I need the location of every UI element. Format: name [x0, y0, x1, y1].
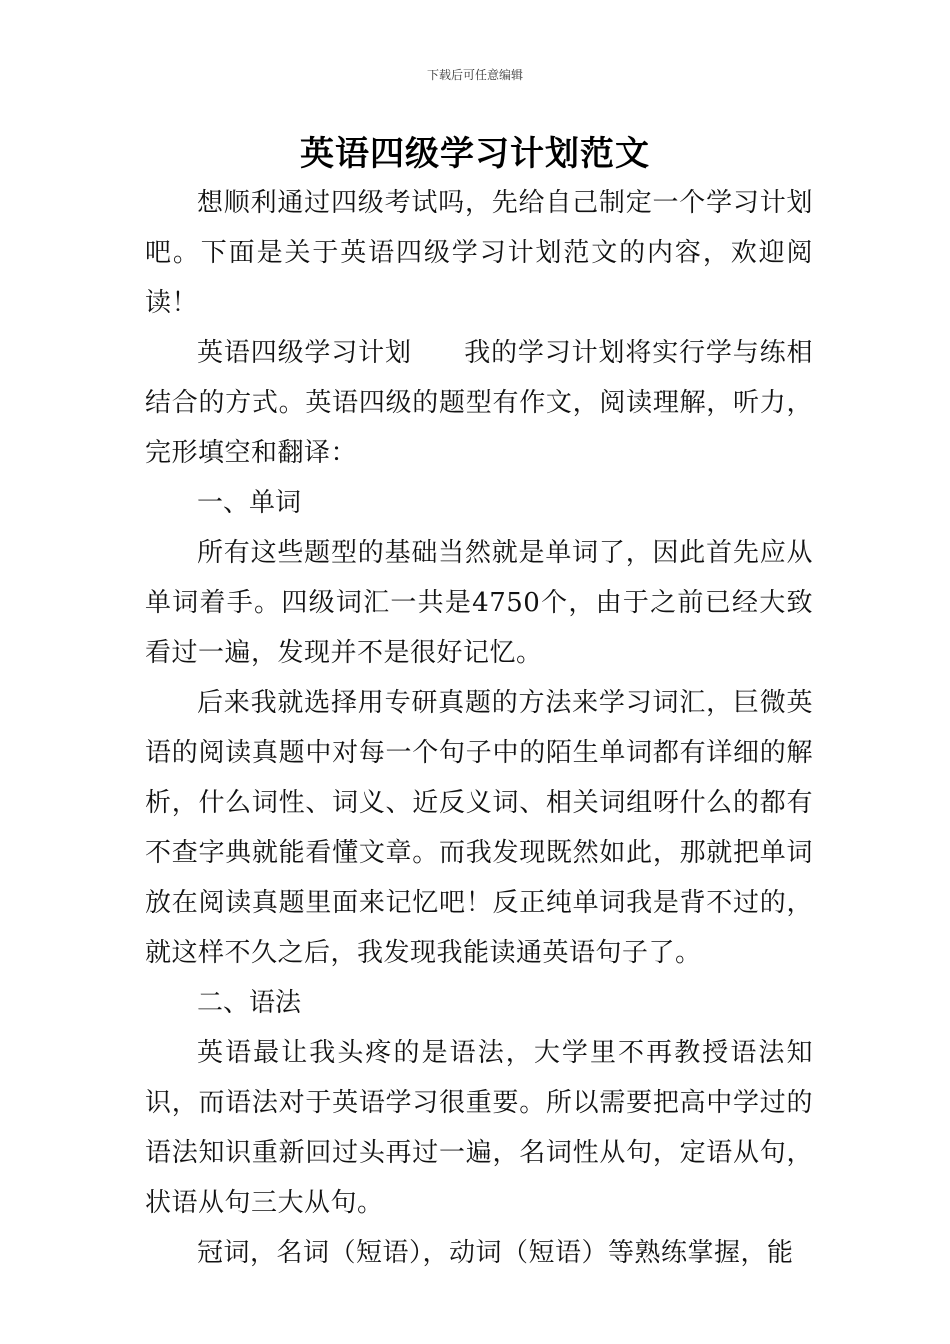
header-note: 下载后可任意编辑	[426, 68, 523, 82]
document-title: 英语四级学习计划范文	[300, 134, 650, 174]
plan-text: 我的学习计划将实行学与练相结合的方式。英语四级的题型有作文，阅读理解，听力，完形填空和翻译：	[145, 338, 813, 468]
paragraph-intro: 想顺利通过四级考试吗，先给自己制定一个学习计划吧。下面是关于英语四级学习计划范文的内容，欢迎阅读！	[145, 188, 813, 318]
section-heading-grammar: 二、语法	[197, 988, 302, 1018]
document-body	[145, 178, 813, 1278]
paragraph-grammar-2: 冠词，名词（短语），动词（短语）等熟练掌握，能	[197, 1238, 794, 1268]
paragraph-grammar-1: 英语最让我头疼的是语法，大学里不再教授语法知识，而语法对于英语学习很重要。所以需要把高中学过的语法知识重新回过头再过一遍，名词性从句，定语从句，状语从句三大从句。	[145, 1038, 813, 1218]
paragraph-vocabulary-1: 所有这些题型的基础当然就是单词了，因此首先应从单词着手。四级词汇一共是4750个，由于之前已经大致看过一遍，发现并不是很好记忆。	[145, 538, 813, 668]
plan-label: 英语四级学习计划	[197, 338, 412, 368]
section-heading-vocabulary: 一、单词	[197, 488, 302, 518]
paragraph-vocabulary-2: 后来我就选择用专研真题的方法来学习词汇，巨微英语的阅读真题中对每一个句子中的陌生单词都有详细的解析，什么词性、词义、近反义词、相关词组呀什么的都有不查字典就能看懂文章。而我发现既然如此，那就把单词放在阅读真题里面来记忆吧！反正纯单词我是背不过的，就这样不久之后，我发现我能读通英语句子了。	[145, 688, 813, 968]
paragraph-plan	[145, 328, 813, 478]
